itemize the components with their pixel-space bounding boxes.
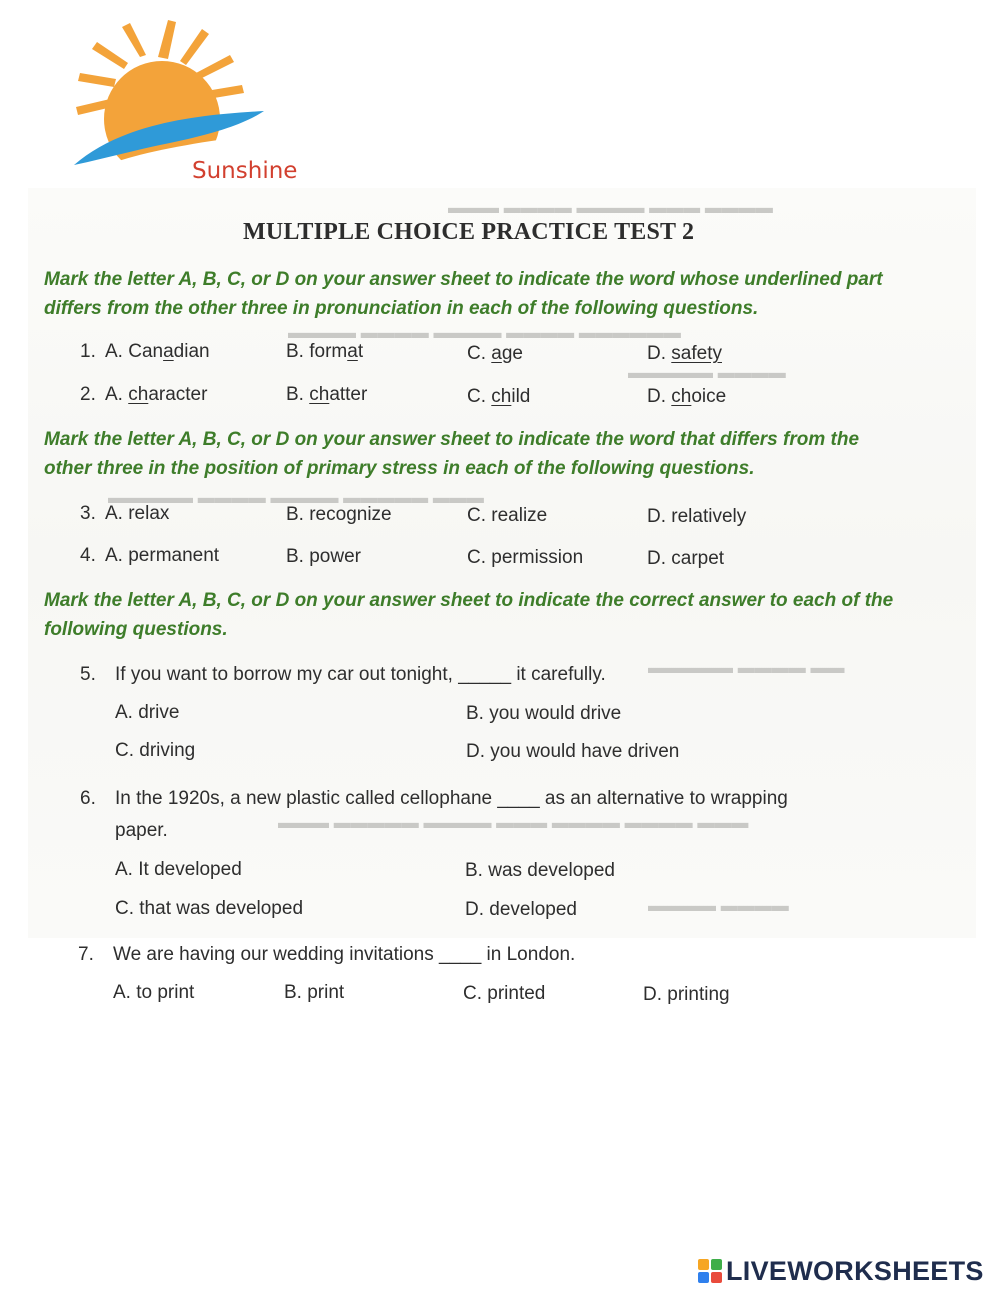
option-a[interactable]: A. Canadian: [105, 341, 210, 362]
instruction-stress: Mark the letter A, B, C, or D on your answer sheet to indicate the word that differs from the other three in the position of primary stress in each of the following questions.: [44, 429, 860, 479]
option-a[interactable]: A. to print: [113, 982, 195, 1003]
question-number: 4.: [80, 545, 96, 566]
option-a[interactable]: A. relax: [105, 503, 170, 524]
option-c[interactable]: C. that was developed: [115, 898, 304, 919]
option-c[interactable]: C. child: [467, 386, 531, 407]
option-c[interactable]: C. age: [467, 343, 523, 364]
option-d[interactable]: D. choice: [647, 386, 727, 407]
question-text: We are having our wedding invitations ____ in London.: [113, 944, 576, 965]
option-b[interactable]: B. print: [284, 982, 345, 1003]
page-title: MULTIPLE CHOICE PRACTICE TEST 2: [243, 219, 695, 245]
logo-text: Sunshine: [192, 158, 298, 184]
option-d[interactable]: D. you would have driven: [466, 741, 680, 762]
question-number: 2.: [80, 384, 96, 405]
option-a[interactable]: A. permanent: [105, 545, 220, 566]
option-b[interactable]: B. recognize: [286, 504, 392, 525]
option-a[interactable]: A. character: [105, 384, 208, 405]
question-number: 7.: [78, 944, 94, 965]
question-text: If you want to borrow my car out tonight, _____ it carefully.: [115, 664, 606, 685]
question-number: 1.: [80, 341, 96, 362]
sun-icon: [40, 15, 280, 180]
option-d[interactable]: D. printing: [643, 984, 730, 1005]
option-c[interactable]: C. realize: [467, 505, 548, 526]
option-c[interactable]: C. printed: [463, 983, 546, 1004]
option-b[interactable]: B. power: [286, 546, 361, 567]
option-b[interactable]: B. was developed: [465, 860, 615, 881]
option-d[interactable]: D. carpet: [647, 548, 725, 569]
bleed-through-mark: ▬▬ ▬▬▬▬ ▬▬▬▬▬: [648, 658, 845, 677]
liveworksheets-brand[interactable]: [698, 1256, 984, 1286]
option-d[interactable]: D. relatively: [647, 506, 747, 527]
bleed-through-mark: ▬▬▬▬ ▬▬▬▬: [648, 896, 789, 915]
option-d[interactable]: D. developed: [465, 899, 577, 920]
option-b[interactable]: B. format: [286, 341, 364, 362]
sunshine-logo: [40, 15, 298, 184]
bleed-through-mark: ▬▬▬▬▬▬ ▬▬▬▬ ▬▬▬▬ ▬▬▬▬ ▬▬▬▬: [288, 323, 681, 342]
instruction-correct-answer: Mark the letter A, B, C, or D on your answer sheet to indicate the correct answer to each of the following questions.: [44, 590, 894, 640]
option-c[interactable]: C. driving: [115, 740, 196, 761]
question-text: In the 1920s, a new plastic called cellophane ____ as an alternative to wrapping: [115, 788, 788, 809]
option-c[interactable]: C. permission: [467, 547, 584, 568]
question-number: 6.: [80, 788, 96, 809]
option-d[interactable]: D. safety: [647, 343, 722, 364]
bleed-through-mark: ▬▬▬ ▬▬▬▬ ▬▬▬▬ ▬▬▬ ▬▬▬▬ ▬▬▬▬▬ ▬▬▬: [278, 813, 749, 832]
liveworksheets-icon: [698, 1259, 722, 1283]
question-text-continued: paper.: [115, 820, 168, 841]
option-b[interactable]: B. chatter: [286, 384, 368, 405]
bleed-through-mark: ▬▬▬▬ ▬▬▬▬▬: [628, 363, 786, 382]
instruction-pronunciation: Mark the letter A, B, C, or D on your answer sheet to indicate the word whose underlined part differs from the other three in pronunciation in each of the following questions.: [44, 269, 883, 319]
option-b[interactable]: B. you would drive: [466, 703, 622, 724]
bleed-through-mark: ▬▬▬ ▬▬▬▬▬ ▬▬▬▬ ▬▬▬▬ ▬▬▬▬▬: [108, 488, 484, 507]
question-number: 5.: [80, 664, 96, 685]
brand-text: LIVEWORKSHEETS: [726, 1255, 984, 1286]
question-number: 3.: [80, 503, 96, 524]
bleed-through-mark: ▬▬▬▬ ▬▬▬ ▬▬▬▬ ▬▬▬▬ ▬▬▬: [448, 198, 773, 217]
option-a[interactable]: A. It developed: [115, 859, 242, 880]
option-a[interactable]: A. drive: [115, 702, 180, 723]
